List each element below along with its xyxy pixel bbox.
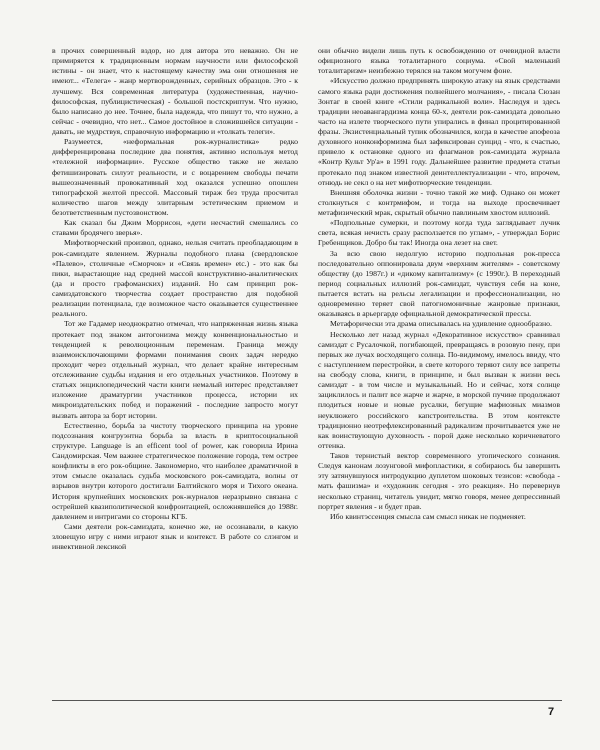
paragraph: в прочих совершенный вздор, но для автора это неважно. Он не примиряется к традиционным нормам научности или философской истины - он знает, что к настоящему качеству эма они отношения не имеют... «Телега» - жанр мертворожденных, серийных образцов. Это - к лучшему. Вся современная литература (художественная, научно-философская, публицистическая) - большой постскриптум. Что нужно, было написано до нее. Точнее, была надежда, что пишут то, что нужно, а сейчас - очевидно, что нет... Самое достойное в сложившейся ситуации - давать, не мудрствуя, справочную информацию и «толкать телеги».: [52, 46, 298, 136]
paragraph: «Искусство должно предпринять широкую атаку на язык средствами самого языка ради достижения полнейшего молчания», - писала Сюзан Зонтаг в своей книге «Стили радикальной воли». Наследуя и здесь традиции неоавангардизма конца 60-х, деятели рок-самиздата довольно часто на излете творческого пути упирались в финал процитированной фразы. Экзистенциальный тупик обозначился, когда в качестве апофеоза духовного нонконформизма был зафиксирован суицид - что, к счастью, привело к остановке одного из флагманов рок-самиздата журнала «Контр Культ Ур'а» в 1991 году. Дальнейшее развитие предмета статьи протекало под знаком известной деинтеллектуализации - что, впрочем, отнюдь не секл о на нет мифотворческие тенденции.: [318, 76, 560, 187]
paragraph: «Подпольные сумерки, и поэтому когда туда заглядывает лучик света, всякая нечисть сразу расползается по углам», - утверждал Борис Гребенщиков. Добро бы так! Иногда она лезет на свет.: [318, 218, 560, 248]
paragraph: Сами деятели рок-самиздата, конечно же, не осознавали, в какую зловещую игру с ними играют язык и контекст. В работе со слэнгом и инвективной лексикой: [52, 521, 298, 552]
paragraph: За всю свою недолгую историю подпольная рок-пресса последовательно оппонировала двум «верхним жителям» - советскому обществу (до 1987г.) и «дикому капитализму» (с 1990г.). В переходный период социальных иллюзий рок-самиздат, чувствуя себя на коне, пытается встать на рельсы легализации и профессионализации, но одновременно теряет свой патогномоничные жанровые признаки, оказываясь в арьергарде официальной демократической прессы.: [318, 248, 560, 319]
paragraph: Несколько лет назад журнал «Декоративное искусство» сравнивал самиздат с Русалочкой, погибающей, превращаясь в розовую пену, при первых же лучах восходящего солнца. По-видимому, имелось ввиду, что с наступлением перестройки, в свете которого теряют силу все запреты на свободу слова, книги, в принципе, и был вызван к жизни весь самиздат - в том числе и музыкальный. Но и сейчас, хотя солнце зациклилось и палит все жарче и жарче, в морской пучине продолжают плодиться новые и новые русалки, бегущие мафиозных миазмов неуклюжего российского капстроительства. В этом контексте традиционно неотрефлексированный радикализм прочитывается уже не как воинствующую духовность - порой даже несколько коричневатого оттенка.: [318, 329, 560, 450]
left-column: [52, 46, 298, 552]
paragraph: Метафорически эта драма описывалась на удивление однообразно.: [330, 319, 552, 329]
paragraph: Тот же Гадамер неоднократно отмечал, что напряженная жизнь языка протекает под знаком антогонизма между конвенциональностью и тенденцией к революционным переменам. Граница между взаимоисключающими формами понимания своих задач нередко проходит через отдельный журнал, что делает крайне интересным отслеживание судьбы издания и его отдельных участников. Поэтому в статьях энциклопедический части книги немалый интерес представляет изложение драматургии участников процесса, истории их микроиздательских побед и поражений - последние запросто могут вызвать автора за борт истории.: [52, 319, 298, 420]
paragraph: Ибо квинтэссенция смысла сам смысл никак не подменяет.: [330, 511, 526, 521]
paragraph: Мифотворческий произвол, однако, нельзя считать преобладающим в рок-самиздате явлением. Журналы подобного плана (свердловское «Палево», столичные «Сморчок» и «Связь времен» etc.) - это как бы пики, вырастающие над средней массой конструктивно-аналитических (да и просто графоманских) изданий. Но сам принцип рок-самиздатовского творчества создает пространство для подобной реализации потенциала, где возможное часто оказывается существеннее реального.: [52, 238, 298, 319]
right-column: [318, 46, 560, 522]
page-number: 7: [548, 706, 555, 718]
paragraph: они обычно видели лишь путь к освобождению от очевидной власти официозного языка тоталитарного социума. «Свой маленький тоталитаризм» неизбежно терялся на таком могучем фоне.: [318, 46, 560, 76]
paragraph: Внешняя оболочка жизни - точно такой же миф. Однако он может столкнуться с контрмифом, и тогда на выходе просвечивает метафизический мрак, скрытый обычно павлиньим хвостом иллюзий.: [318, 187, 560, 217]
paragraph: Как сказал бы Джим Моррисон, «дети несчастий смешались со ставами бродячего зверья».: [52, 218, 298, 238]
paragraph: Естественно, борьба за чистоту творческого принципа на уровне подсознания конгруэнтна борьба за власть в криптосоциальной структуре. Language is an efficent tool of power, как говорила Ирина Сандомирская. Чем важнее стратегическое положение города, тем острее конфликты в его рок-общине. Закономерно, что наиболее драматичной в этом смысле оказалась судьба московского рок-самиздата, волны от взрывов внутри которого достигали Балтийского моря и Тихого океана. История крупнейших московских рок-журналов неразрывно связана с острейшей квазиполитической конфронтацией, осложнявшейся до 1988г. давлением и интригами со стороны КГБ.: [52, 420, 298, 521]
footer-rule: [52, 700, 562, 701]
paragraph: Таков тернистый вектор современного утопического сознания. Следуя канонам лозунговой мифопластики, я собираюсь бы завершить эту затянувшуюся интродукцию дуплетом шоковых тезисов: «свобода - мать фашизма» и «художник сегодня - это реакция». Но перевернув несколько страниц, читатель увидит, мягко говоря, менее депрессивный портрет явления - и будет прав.: [318, 451, 560, 511]
paragraph: Разумеется, «неформальная рок-журналистика» редко дифференцирована последние два понятия, активно используя метод «тележной информации». Русское общество также не желало фетишизировать силуэт реальности, и с воцарением свободы печати вышеозначенный провокативный ход оказался успешно опошлен типографской желтой прессой. Массовый тираж без труда просчитал количество шагов между элитарным эстетическим приемом и безответственным пустозвонством.: [52, 137, 298, 217]
